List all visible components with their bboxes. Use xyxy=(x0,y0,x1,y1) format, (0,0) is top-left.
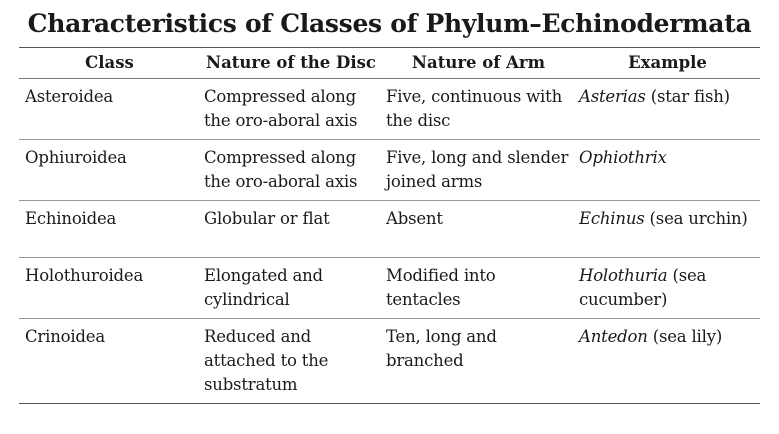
echinodermata-classes-table xyxy=(19,47,760,404)
example-genus: Ophiothrix xyxy=(579,148,667,167)
cell-disc: Compressed along the oro-aboral axis xyxy=(204,87,358,130)
example-common-name: (star fish) xyxy=(645,87,730,106)
cell-disc: Elongated and cylindrical xyxy=(204,266,323,309)
cell-class: Echinoidea xyxy=(25,209,117,228)
table-row xyxy=(19,258,760,319)
table-row xyxy=(19,140,760,201)
cell-class: Holothuroidea xyxy=(25,266,144,285)
cell-class: Crinoidea xyxy=(25,327,105,346)
example-common-name: (sea lily) xyxy=(647,327,723,346)
table-row xyxy=(19,319,760,404)
example-common-name: (sea urchin) xyxy=(644,209,748,228)
cell-disc: Globular or flat xyxy=(204,209,330,228)
example-common-name: (sea cucumber) xyxy=(579,266,707,309)
table-row xyxy=(19,79,760,140)
cell-example xyxy=(575,140,760,201)
table-header-row xyxy=(19,48,760,79)
example-genus: Asterias xyxy=(579,87,646,106)
cell-arm: Five, continuous with the disc xyxy=(386,87,562,130)
header-class: Class xyxy=(85,53,134,72)
cell-class: Asteroidea xyxy=(25,87,114,106)
header-nature-of-arm: Nature of Arm xyxy=(411,53,546,72)
cell-class: Ophiuroidea xyxy=(25,148,127,167)
cell-example xyxy=(575,79,760,140)
cell-example xyxy=(575,319,760,404)
cell-disc: Reduced and attached to the substratum xyxy=(204,327,329,394)
cell-disc: Compressed along the oro-aboral axis xyxy=(204,148,358,191)
example-genus: Echinus xyxy=(579,209,645,228)
cell-arm: Ten, long and branched xyxy=(386,327,497,370)
cell-arm: Absent xyxy=(386,209,443,228)
example-genus: Holothuria xyxy=(579,266,668,285)
header-example: Example xyxy=(628,53,707,72)
cell-example xyxy=(575,201,760,258)
cell-example xyxy=(575,258,760,319)
page-title: Characteristics of Classes of Phylum–Echinodermata xyxy=(27,9,752,38)
table-row xyxy=(19,201,760,258)
cell-arm: Modified into tentacles xyxy=(386,266,496,309)
example-genus: Antedon xyxy=(579,327,648,346)
header-nature-of-disc: Nature of the Disc xyxy=(206,53,376,72)
cell-arm: Five, long and slender joined arms xyxy=(386,148,569,191)
